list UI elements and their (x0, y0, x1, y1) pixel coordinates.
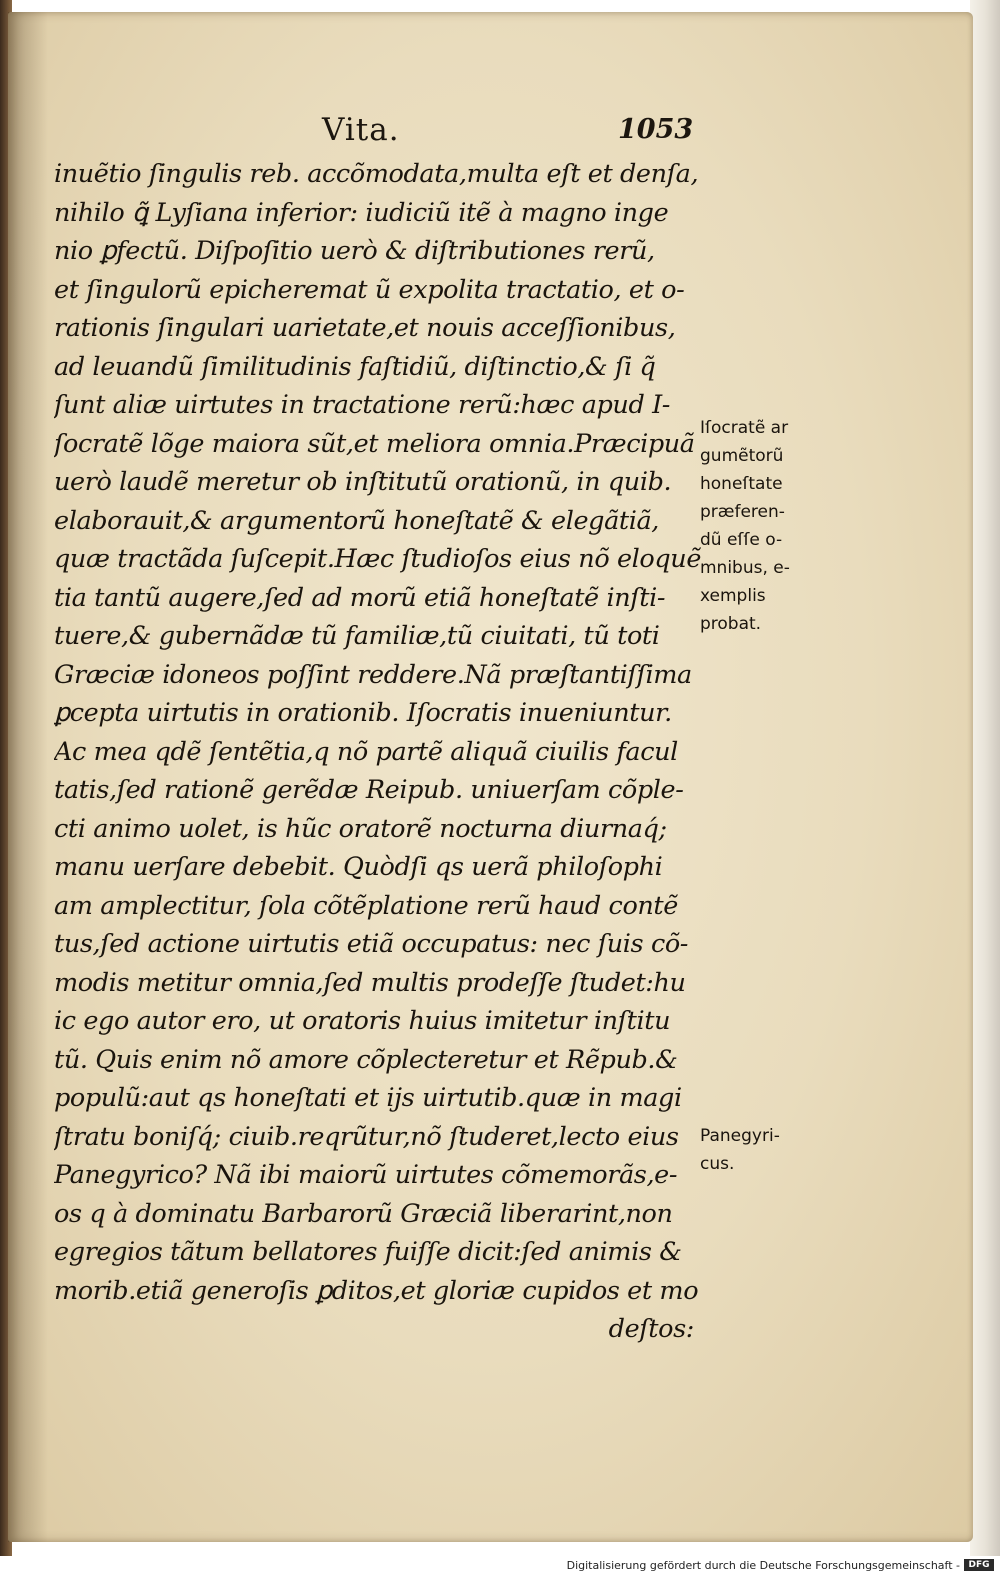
text-line: ſtratu boniſq́; ciuib.reqrũtur,nõ ſtuderet,lecto eius (54, 1121, 679, 1152)
main-text-block (54, 155, 704, 1349)
text-line: et ſingulorũ epicheremat ũ expolita tractatio, et o- (54, 274, 685, 305)
text-line: os q à dominatu Barbarorũ Græciã liberarint,non (54, 1198, 673, 1229)
text-line: nio ꝑfectũ. Diſpoſitio uerò & diſtributiones rerũ, (54, 236, 655, 266)
text-line: nihilo ꝗ̃ Lyſiana inferior: iudiciũ itẽ à magno inge (54, 197, 669, 228)
text-line: egregios tãtum bellatores fuiſſe dicit:ſed animis & (54, 1237, 682, 1267)
catchword-line: deſtos: (608, 1314, 694, 1344)
dfg-logo: DFG (964, 1559, 994, 1571)
marginal-note-line: mnibus, e- (700, 558, 790, 578)
text-line: tus,ſed actione uirtutis etiã occupatus: nec ſuis cõ- (54, 929, 688, 959)
page-number: 1053 (618, 114, 694, 145)
text-line: modis metitur omnia,ſed multis prodeſſe ſtudet:hu (54, 967, 686, 998)
text-line: morib.etiã generoſis ꝑditos,et gloriæ cupidos et mo (54, 1275, 699, 1306)
text-line: rationis ſingulari uarietate,et nouis acceſſionibus, (54, 313, 676, 343)
marginal-note-line: probat. (700, 614, 762, 634)
text-line: tia tantũ augere,ſed ad morũ etiã honeſtatẽ inſti- (54, 582, 666, 613)
text-line: ſocratẽ lõge maiora sũt,et meliora omnia.Præcipuã (54, 428, 695, 459)
marginal-note-line: dũ eſſe o- (700, 530, 783, 550)
running-header: Vita. (322, 112, 400, 148)
digitization-footer (0, 1556, 1000, 1574)
text-line: ad leuandũ ſimilitudinis faſtidiũ, diſtinctio,& ſi q̃ (54, 351, 656, 382)
text-line: elaborauit,& argumentorũ honeſtatẽ & elegãtiã, (54, 505, 660, 536)
text-line: manu uerſare debebit. Quòdſi qs uerã philoſophi (54, 852, 663, 882)
text-line: cti animo uolet, is hũc oratorẽ nocturna diurnaq́; (54, 813, 667, 844)
marginal-note-line: Panegyri- (700, 1126, 780, 1146)
text-line: tatis,ſed rationẽ gerẽdæ Reipub. uniuerſam cõple- (54, 775, 684, 805)
text-line: Ac mea qdẽ ſentẽtia,q nõ partẽ aliquã ciuilis facul (54, 736, 678, 767)
text-line: am amplectitur, ſola cõtẽplatione rerũ haud contẽ (54, 890, 678, 921)
text-line: ic ego autor ero, ut oratoris huius imitetur inſtitu (54, 1006, 671, 1036)
marginal-note-panegyricus (700, 1122, 820, 1178)
text-line: ſunt aliæ uirtutes in tractatione rerũ:hæc apud I- (54, 390, 670, 420)
marginal-note-line: xemplis (700, 586, 766, 606)
text-line: tuere,& gubernãdæ tũ familiæ,tũ ciuitati, tũ toti (54, 621, 660, 651)
page-edge-right (970, 0, 1000, 1560)
text-line: Græciæ idoneos poſſint reddere.Nã præſtantiſſima (54, 659, 692, 690)
marginal-note-line: præferen- (700, 502, 785, 522)
marginal-note-line: gumẽtorũ (700, 446, 784, 466)
marginal-note-line: honeſtate (700, 474, 783, 494)
text-line: uerò laudẽ meretur ob inſtitutũ orationũ, in quib. (54, 467, 672, 497)
text-line: quæ tractãda ſuſcepit.Hæc ſtudioſos eius nõ eloquẽ (54, 544, 702, 574)
marginal-note-isocrates (700, 414, 820, 638)
gutter-shadow (8, 12, 48, 1542)
marginal-note-line: Iſocratẽ ar (700, 418, 789, 438)
text-line: tũ. Quis enim nõ amore cõplecteretur et Rẽpub.& (54, 1044, 678, 1075)
text-line: Panegyrico? Nã ibi maiorũ uirtutes cõmemorãs,e- (54, 1160, 678, 1190)
text-line: populũ:aut qs honeſtati et ijs uirtutib.quæ in magi (54, 1083, 682, 1113)
marginal-note-line: cus. (700, 1154, 735, 1174)
text-line: inuẽtio ſingulis reb. accõmodata,multa eſt et denſa, (54, 159, 699, 189)
funding-credit: Digitalisierung gefördert durch die Deutsche Forschungsgemeinschaft - (566, 1559, 960, 1572)
text-line: ꝑcepta uirtutis in orationib. Iſocratis inueniuntur. (54, 698, 672, 728)
